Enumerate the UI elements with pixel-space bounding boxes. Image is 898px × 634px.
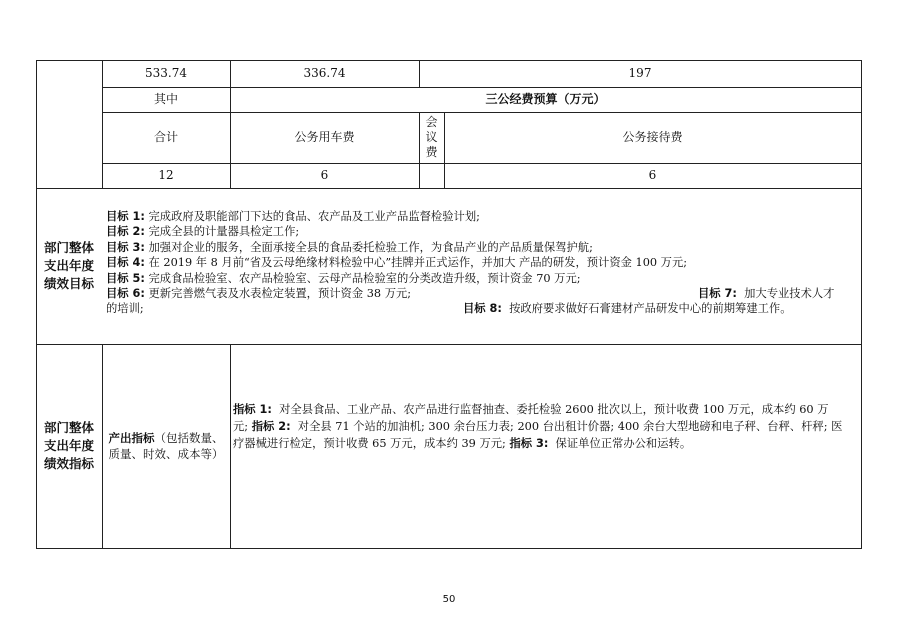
table-border bbox=[102, 344, 103, 548]
vehicle-fee-label: 公务用车费 bbox=[294, 130, 355, 145]
table-border bbox=[861, 60, 862, 548]
reception-fee-value: 6 bbox=[648, 168, 657, 183]
page-number: 50 bbox=[442, 594, 456, 605]
of-which-label: 其中 bbox=[153, 92, 178, 107]
budget-basic-value: 336.74 bbox=[303, 66, 346, 81]
budget-project-value: 197 bbox=[628, 66, 652, 81]
goal-item: 目标 5: 完成食品检验室、农产品检验室、云母产品检验室的分类改造升级，预计资金 70 万元; bbox=[106, 271, 581, 285]
goal-item: 目标 2: 完成全县的计量器具检定工作; bbox=[106, 225, 300, 239]
table-border bbox=[230, 344, 231, 548]
indicators-section-label: 部门整体支出年度绩效指标 bbox=[43, 419, 94, 472]
goal-item: 目标 6: 更新完善燃气表及水表检定装置，预计资金 38 万元; 目标 7: 加大专业技术人才 bbox=[106, 287, 835, 301]
table-border bbox=[36, 188, 862, 189]
meeting-fee-label: 会 议 费 bbox=[425, 115, 438, 159]
goal-item: 目标 1: 完成政府及职能部门下达的食品、农产品及工业产品监督检验计划; bbox=[106, 210, 480, 223]
budget-total-value: 533.74 bbox=[145, 66, 187, 81]
output-indicator-label: 产出指标（包括数量、质量、时效、成本等） bbox=[108, 431, 224, 461]
reception-fee-label: 公务接待费 bbox=[622, 130, 683, 145]
table-border bbox=[36, 548, 862, 549]
goals-list bbox=[106, 209, 835, 317]
goal-item: 目标 4: 在 2019 年 8 月前“省及云母绝缘材料检验中心”挂牌并正式运作，并加大 产品的研发，预计资金 100 万元; bbox=[106, 256, 688, 270]
goal-item: 目标 3: 加强对企业的服务，全面承接全县的食品委托检验工作，为食品产业的产品质量保驾护航; bbox=[106, 240, 593, 254]
vehicle-fee-value: 6 bbox=[320, 168, 329, 183]
goals-section-label: 部门整体支出年度绩效目标 bbox=[43, 239, 94, 292]
meeting-fee-value bbox=[419, 163, 444, 188]
total-label: 合计 bbox=[153, 130, 178, 145]
goal-item: 的培训; 目标 8: 按政府要求做好石膏建材产品研发中心的前期筹建工作。 bbox=[106, 302, 792, 316]
total-value: 12 bbox=[158, 168, 174, 183]
output-indicators-text: 指标 1: 对全县食品、工业产品、农产品进行监督抽查、委托检验 2600 批次以上，预计收费 100 万元，成本约 60 万元; 指标 2: 对全县 71 个站的加油机; 300 余台压力表; 200 台出租计价器; 400 余台大型地磅和电子秤、台秤、杆秤; 医疗器械进行检定，预计收费 65 万元，成本约 39 万元; 指标 3: 保证单位正常办公和运转。 bbox=[233, 403, 843, 450]
three-public-title: 三公经费预算（万元） bbox=[485, 92, 606, 107]
